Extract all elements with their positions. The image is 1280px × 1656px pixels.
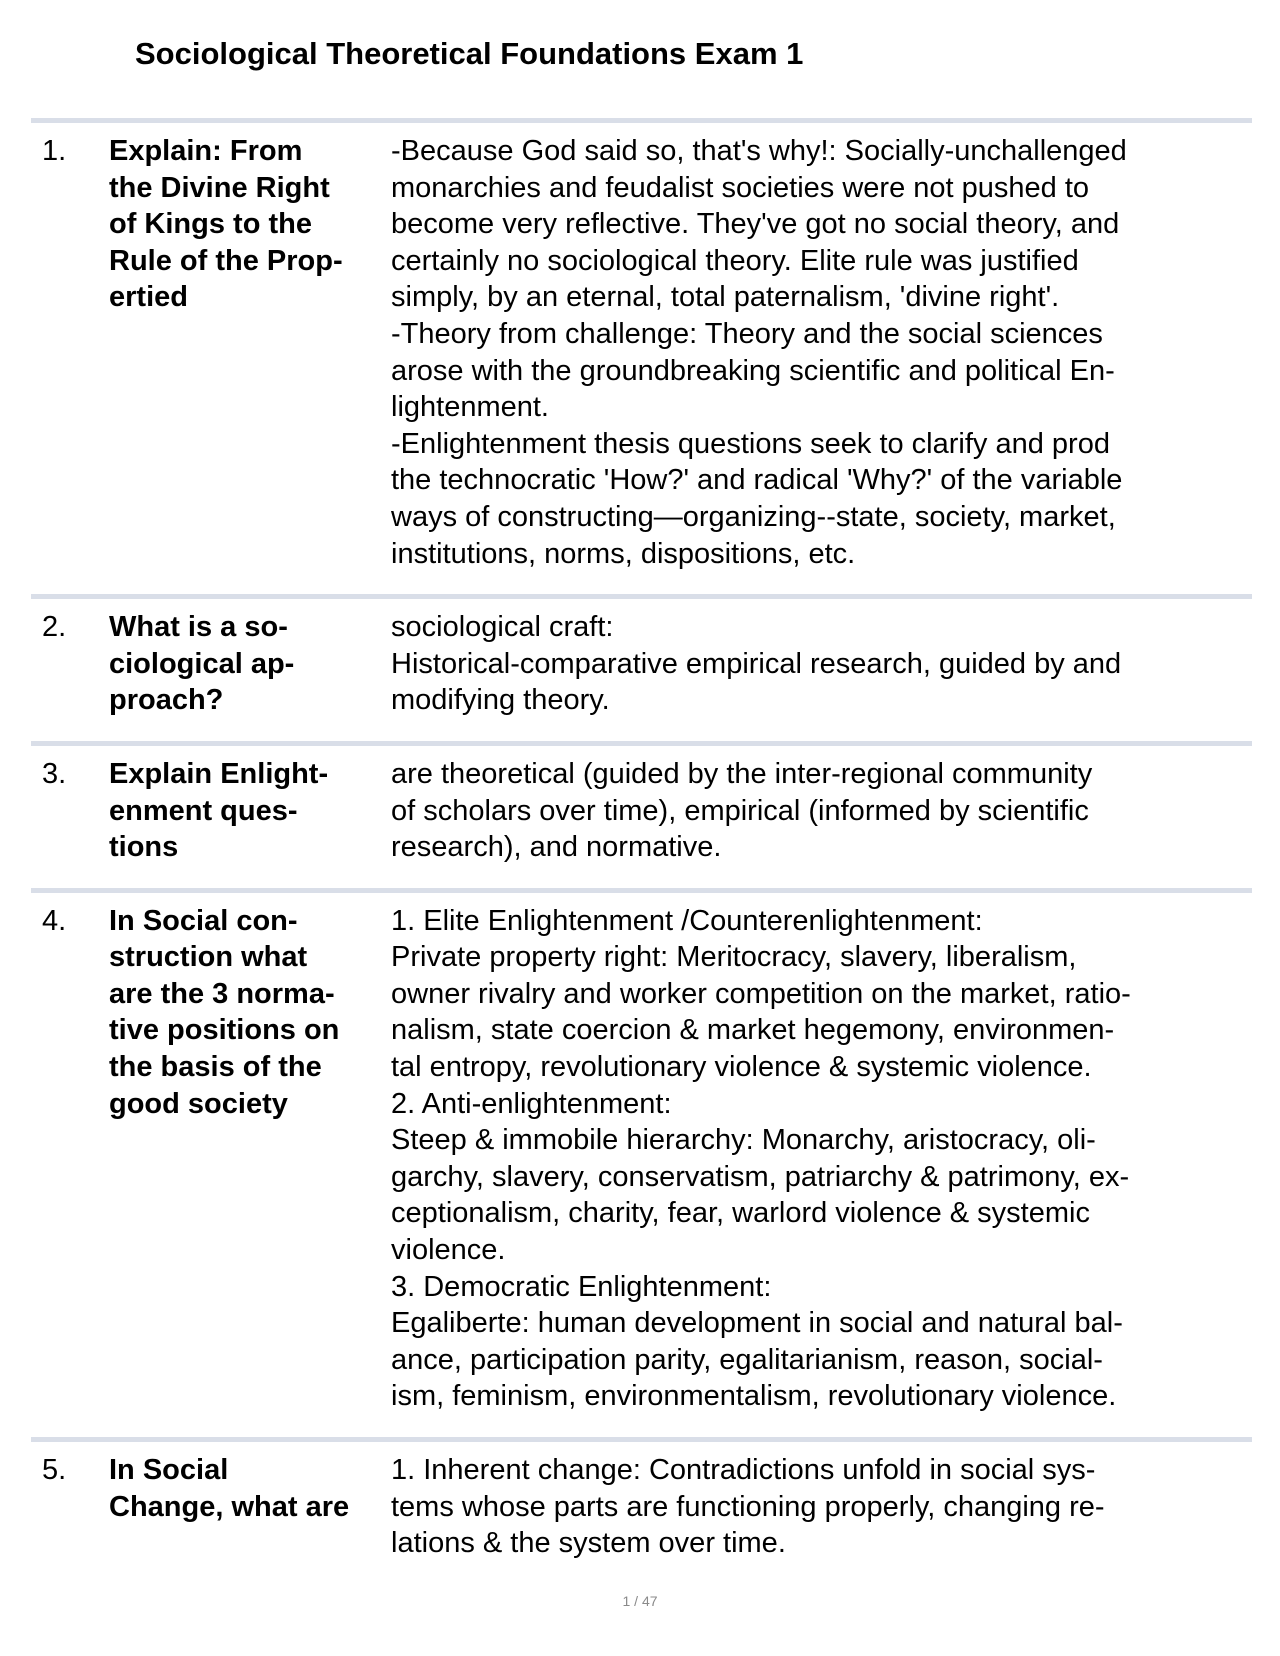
definition-line: Egaliberte: human development in social and natural bal- <box>391 1307 1123 1340</box>
term-line: In Social con- <box>109 904 298 937</box>
definition-line: ism, feminism, environmentalism, revolutionary violence. <box>391 1380 1117 1413</box>
definition-line: modifying theory. <box>391 684 610 717</box>
card-number: 2. <box>42 611 67 644</box>
definition-line: Historical-comparative empirical research, guided by and <box>391 647 1122 680</box>
card-number: 5. <box>42 1454 67 1486</box>
term-line: enment ques- <box>109 794 298 827</box>
term-line: of Kings to the <box>109 208 312 241</box>
flashcard-list <box>31 118 1252 1584</box>
definition-line: simply, by an eternal, total paternalism, 'divine right'. <box>391 281 1060 314</box>
term-line: ertied <box>109 281 188 314</box>
flashcard-4 <box>31 888 1252 1437</box>
page-title: Sociological Theoretical Foundations Exam 1 <box>135 36 804 71</box>
definition-line: -Enlightenment thesis questions seek to clarify and prod <box>391 427 1110 460</box>
term-line: In Social <box>109 1454 229 1486</box>
definition-line: Steep & immobile hierarchy: Monarchy, aristocracy, oli- <box>391 1124 1096 1157</box>
term-line: Change, what are <box>109 1490 350 1523</box>
flashcard-5 <box>31 1437 1252 1584</box>
definition-line: of scholars over time), empirical (informed by scientific <box>391 794 1089 827</box>
definition-line: lations & the system over time. <box>391 1527 786 1560</box>
definition-line: are theoretical (guided by the inter-regional community <box>391 757 1093 790</box>
definition-line: -Because God said so, that's why!: Socially-unchallenged <box>391 135 1127 167</box>
definition-line: certainly no sociological theory. Elite rule was justified <box>391 244 1079 277</box>
term-line: struction what <box>109 941 308 974</box>
term-line: proach? <box>109 684 224 717</box>
term-line: Explain: From <box>109 135 303 167</box>
definition-line: institutions, norms, dispositions, etc. <box>391 537 856 570</box>
term-line: tive positions on <box>109 1014 340 1047</box>
definition-line: sociological craft: <box>391 611 614 644</box>
definition-line: ceptionalism, charity, fear, warlord violence & systemic <box>391 1197 1090 1230</box>
definition-line: 2. Anti-enlightenment: <box>391 1087 672 1120</box>
definition-line: violence. <box>391 1234 506 1267</box>
card-number: 1. <box>42 135 67 167</box>
term-line: Explain Enlight- <box>109 757 329 790</box>
flashcard-3 <box>31 741 1252 888</box>
flashcard-2 <box>31 594 1252 741</box>
card-definition <box>391 903 1252 1415</box>
term-line: good society <box>109 1087 288 1120</box>
term-line: Rule of the Prop- <box>109 244 343 277</box>
card-term <box>109 756 391 866</box>
definition-line: ance, participation parity, egalitarianism, reason, social- <box>391 1343 1103 1376</box>
card-term <box>109 1452 391 1562</box>
term-line: the Divine Right <box>109 171 330 204</box>
card-term <box>109 903 391 1415</box>
term-line: tions <box>109 831 179 864</box>
term-line: What is a so- <box>109 611 288 644</box>
definition-line: -Theory from challenge: Theory and the social sciences <box>391 317 1103 350</box>
definition-line: ways of constructing—organizing--state, society, market, <box>391 500 1116 533</box>
definition-line: 1. Elite Enlightenment /Counterenlightenment: <box>391 904 983 937</box>
flashcard-1 <box>31 118 1252 594</box>
definition-line: 1. Inherent change: Contradictions unfold in social sys- <box>391 1454 1096 1486</box>
term-line: are the 3 norma- <box>109 977 335 1010</box>
definition-line: lightenment. <box>391 391 549 424</box>
definition-line: nalism, state coercion & market hegemony, environmen- <box>391 1014 1115 1047</box>
card-number: 3. <box>42 757 67 790</box>
definition-line: become very reflective. They've got no social theory, and <box>391 208 1120 241</box>
term-line: ciological ap- <box>109 647 295 680</box>
definition-line: monarchies and feudalist societies were not pushed to <box>391 171 1090 204</box>
definition-line: 3. Democratic Enlightenment: <box>391 1270 772 1303</box>
definition-line: research), and normative. <box>391 831 722 864</box>
definition-line: owner rivalry and worker competition on the market, ratio- <box>391 977 1131 1010</box>
page-number: 1 / 47 <box>622 1593 658 1609</box>
card-definition <box>391 133 1252 572</box>
definition-line: Private property right: Meritocracy, slavery, liberalism, <box>391 941 1077 974</box>
definition-line: garchy, slavery, conservatism, patriarchy & patrimony, ex- <box>391 1160 1130 1193</box>
card-term <box>109 133 391 572</box>
card-definition <box>391 1452 1252 1562</box>
definition-line: tems whose parts are functioning properly, changing re- <box>391 1490 1105 1523</box>
card-term <box>109 609 391 719</box>
definition-line: the technocratic 'How?' and radical 'Why?' of the variable <box>391 464 1123 497</box>
term-line: the basis of the <box>109 1051 322 1084</box>
card-number: 4. <box>42 904 67 937</box>
definition-line: arose with the groundbreaking scientific and political En- <box>391 354 1115 387</box>
card-definition <box>391 756 1252 866</box>
definition-line: tal entropy, revolutionary violence & systemic violence. <box>391 1051 1092 1084</box>
card-definition <box>391 609 1252 719</box>
